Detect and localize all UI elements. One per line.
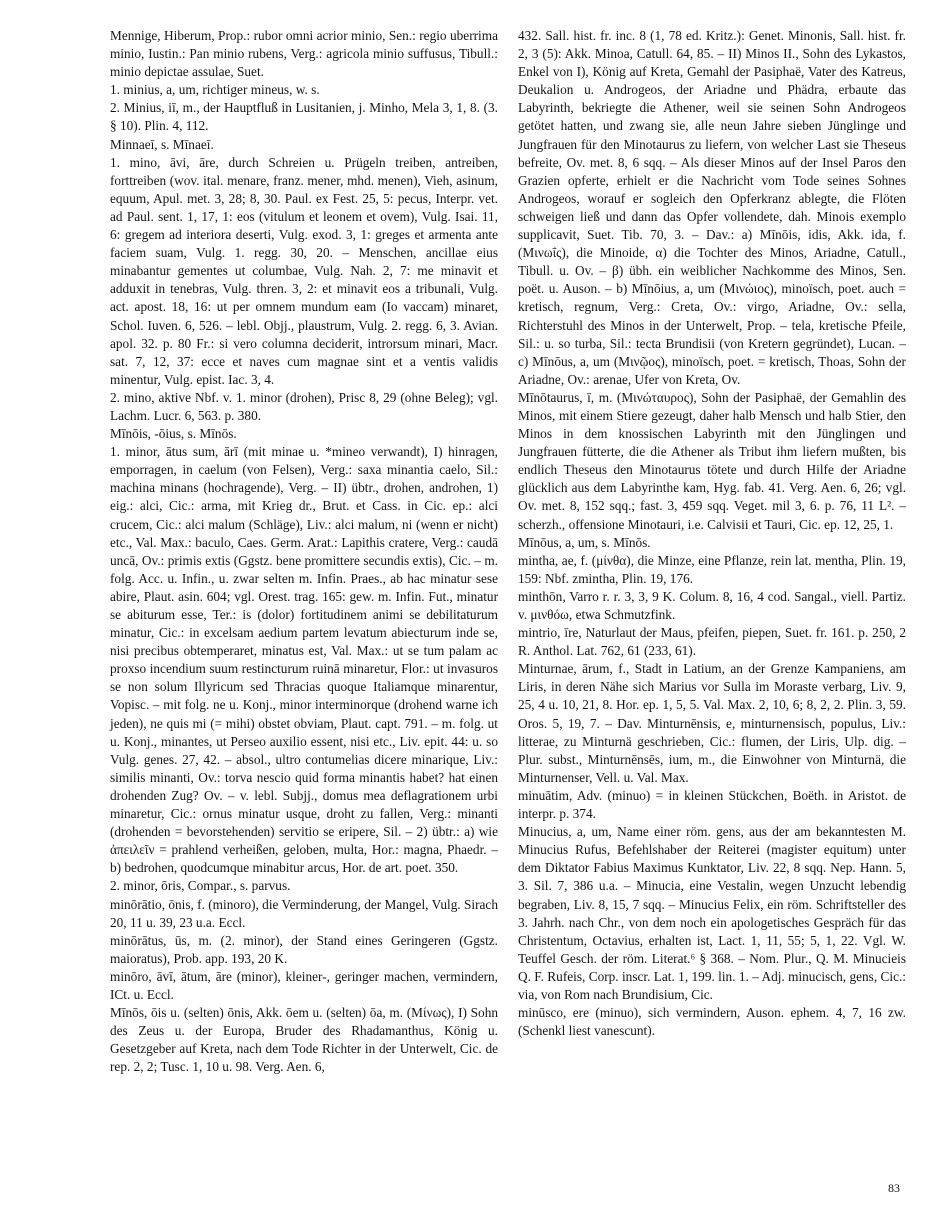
entry-minos: Mīnōs, ōis u. (selten) ōnis, Akk. ōem u. (selten) ōa, m. (Μίνως), I) Sohn des Zeus u. der Europa, Bruder des Rhadamanthus, König u. Gesetzgeber auf Kreta, nach dem Tode Richter in der Unterwelt, Cic. de rep. 2, 2; Tusc. 1, 10 u. 98. Verg. Aen. 6, (110, 1005, 498, 1075)
entry-minius-2: 2. Minius, iī, m., der Hauptfluß in Lusitanien, j. Minho, Mela 3, 1, 8. (3. § 10). Plin. 4, 112. (110, 100, 498, 134)
entry-minucius: Minucius, a, um, Name einer röm. gens, aus der am bekanntesten M. Minucius Rufus, Befehlshaber der Reiterei (magister equitum) unter dem Diktator Fabius Maximus Kunktator, Liv. 22, 8 sqq. Nep. Hann. 5, 3. Sil. 7, 386 u.a. – Minucia, eine Vestalin, wegen Unzucht lebendig begraben, Liv. 8, 15, 7 sqq. – Minucius Felix, ein röm. Schriftsteller des 3. Jahrh. nach Chr., von dem noch ein apologetisches Gespräch für das Christentum, Octavius, erhalten ist, Lact. 1, 11, 55; 5, 1, 22. Vgl. W. Teuffel Gesch. der röm. Literat.⁶ § 368. – Nom. Plur., Q. M. Minucieis Q. F. Rufeis, Corp. inscr. Lat. 1, 199. lin. 1. – Adj. minucisch, gens, Cic.: via, von Rom nach Brundisium, Cic. (518, 824, 906, 1002)
entry-mino-2: 2. mino, aktive Nbf. v. 1. minor (drohen), Prisc 8, 29 (ohne Beleg); vgl. Lachm. Lucr. 6, 563. p. 380. (110, 389, 498, 423)
entry-mino-1: 1. mino, āvi, āre, durch Schreien u. Prügeln treiben, antreiben, forttreiben (wov. ital. menare, franz. mener, mhd. menen), Vieh, asinum, equum, Apul. met. 3, 28; 8, 30. Paul. ex Fest. 25, 5: pecus, Interpr. vet. ad Paul. sent. 1, 17, 1: eos (vitulum et leonem et ovem), Vulg. Isai. 11, 6: gregem ad interiora deserti, Vulg. exod. 3, 1: greges et armenta ante faciem suam, Vulg. 1. regg. 30, 20. – Menschen, ancillae eius minabantur gementes ut columbae, Vulg. Nah. 2, 7: me minavit et adduxit in tenebras, Vulg. thren. 3, 2: et minavit eos a tribunali, Vulg. act. apost. 18, 16: ut per omnem mundum eam (Io vaccam) minaret, Schol. Iuven. 6, 526. – lebl. Objj., plaustrum, Vulg. 2. regg. 6, 3. Avian. apol. 32. p. 80 Fr.: si vero columna deciderit, introrsum minari, Macr. sat. 7, 12, 37: ecce et naves cum magnae sint et a ventis validis minentur, Vulg. epist. Iac. 3, 4. (110, 154, 498, 387)
entry-minous: Mīnōus, a, um, s. Mīnōs. (518, 534, 651, 550)
entry-mennige-cont: Mennige, Hiberum, Prop.: rubor omni acrior minio, Sen.: regio uberrima minio, Iustin.: Pan minio rubens, Verg.: agricola minio suffusus, Tibull.: minio depictae assulae, Suet. (110, 28, 498, 80)
entry-mintrio: mintrio, īre, Naturlaut der Maus, pfeifen, piepen, Suet. fr. 161. p. 250, 2 R. Anthol. Lat. 762, 61 (233, 61). (518, 625, 906, 659)
left-column (110, 27, 498, 1076)
entry-minois: Mīnōis, -ōius, s. Mīnōs. (110, 426, 237, 442)
entry-minotaurus: Mīnōtaurus, ī, m. (Μινώταυρος), Sohn der Pasiphaë, der Gemahlin des Minos, mit einem Stiere gezeugt, daher halb Mensch und halb Stier, den Minos in dem knossischen Labyrinth mit den Jünglingen und Jungfrauen fütterte, die die Athener als Tribut ihm liefern mußten, bis endlich Theseus den Minotaurus tötete und durch Hilfe der Ariadne glücklich aus dem Labyrinthe kam, Hyg. fab. 41. Verg. Aen. 6, 26; vgl. Ov. met. 8, 152 sqq.; fast. 3, 459 sqq. Veget. mil 3, 6. p. 76, 11 L². – scherzh., offensione Minotauri, i.e. Calvisii et Tauri, Cic. ep. 12, 25, 1. (518, 389, 906, 532)
page-number: 83 (888, 1181, 900, 1195)
entry-minnaei: Minnaeī, s. Mīnaeī. (110, 136, 214, 152)
entry-minoratus: minōrātus, ūs, m. (2. minor), der Stand eines Geringeren (Ggstz. maioratus), Prob. app. 193, 20 K. (110, 932, 498, 966)
entry-minos-cont: 432. Sall. hist. fr. inc. 8 (1, 78 ed. Kritz.): Genet. Minonis, Sall. hist. fr. 2, 3 (5): Akk. Minoa, Catull. 64, 85. – II) Minos II., Sohn des Lykastos, Enkel von I), König auf Kreta, Gemahl der Pasiphaë, Vater des Katreus, Deukalion u. Androgeos, der Ariadne und Phädra, erbaute das Labyrinth, bekriegte die Athener, weil sie seinen Sohn Androgeos getötet hatten, und zwang sie, alle neun Jahre sieben Jünglinge und Jungfrauen für den Minotaurus zu liefern, von welcher Last sie Theseus befreite, Ov. met. 8, 6 sqq. – Als dieser Minos auf der Insel Paros den Grazien opferte, erhielt er die Nachricht vom Tode seines Sohnes Androgeos, worauf er sogleich den Opferkranz ablegte, die Flöten schweigen ließ und dann das Opfer vollendete, dah. Minois exemplo supplicavit, Suet. Tib. 70, 3. – Dav.: a) Mīnōis, idis, Akk. ida, f. (Μινωΐς), die Minoide, α) die Tochter des Minos, Ariadne, Catull., Tibull. u. Ov. – β) übh. ein weiblicher Nachkomme des Minos, Sen. poët. u. Auson. – b) Mīnōius, a, um (Μινώιος), minoïsch, poet. auch = kretisch, regnum, Verg.: Creta, Ov.: virgo, Ariadne, Ov.: sella, Richterstuhl des Minos in der Unterwelt, Prop. – tela, kretische Pfeile, Sil.: u. so turba, Sil.: tecta Brundisii (von Kretern gegründet), Lucan. – c) Mīnōus, a, um (Μινῷος), minoïsch, poet. = kretisch, Thoas, Sohn der Ariadne, Ov.: arenae, Ufer von Kreta, Ov. (518, 28, 906, 387)
entry-minoratio: minōrātio, ōnis, f. (minoro), die Verminderung, der Mangel, Vulg. Sirach 20, 11 u. 39, 23 u.a. Eccl. (110, 896, 498, 930)
entry-minius-1: 1. minius, a, um, richtiger mineus, w. s. (110, 82, 320, 98)
right-column (518, 27, 906, 1040)
entry-minoro: minōro, āvī, ātum, āre (minor), kleiner-, geringer machen, vermindern, ICt. u. Eccl. (110, 968, 498, 1002)
entry-minor-1: 1. minor, ātus sum, ārī (mit minae u. *mineo verwandt), I) hinragen, emporragen, in caelum (von Felsen), Verg.: saxa minantia caelo, Sil.: machina minans (hochragende), Verg. – II) übtr., drohen, androhen, 1) eig.: alci, Cic.: arma, mit Krieg dr., Brut. et Cass. in Cic. ep.: alci crucem, Cic.: alci malum (Schläge), Liv.: alci malum, ni (wenn er nicht) etc., Val. Max.: baculo, Caes. Germ. Arat.: Lapithis cratere, Verg.: caudā uncā, Ov.: primis extis (Ggstz. bene promittere secundis extis), Cic. – m. folg. Acc. u. Infin., u. zwar selten m. Infin. Praes., ab hac minatur sese abire, Plaut. asin. 604; vgl. Orest. trag. 165: gew. m. Infin. Fut., minatur se abiturum esse, Ter.: is (dolor) fortitudinem animi se debilitaturum minatur, Cic.: in excelsam aedium partem levatum abiecturum inde se, nisi precibus obtemperaret, minatus est, Val. Max.: ut se tum palam ac proxso incendium suum restincturum ruinā minaretur, Flor.: ut invasuros se non solum Illyricum sed Thracias quoque Italiamque minarentur, Vopisc. – mit folg. ne u. Konj., minor interminorque (drohend warne ich jeden), ne quis mi (= mihi) obstet obviam, Plaut. capt. 791. – m. folg. ut u. Konj., minantes, ut Perseo auxilio essent, nisi etc., Liv. epit. 44: u. so Vulg. genes. 27, 42. – absol., ultro contumelias dicere minarique, Liv.: similis minanti, Ov.: torva nescio quid forma minantis habet? hat einen drohenden Zug? Ov. – v. lebl. Subjj., domus mea deflagrationem urbi minaretur, Cic.: ornus minatur usque, droht zu fallen, Verg.: minanti (drohenden = bevorstehenden) servitio se eripere, Sil. – 2) übtr.: a) wie ἀπειλεῖν = prahlend verheißen, geloben, multa, Hor.: magna, Phaedr. – b) bedrohen, quodcumque minabitur arcus, Hor. de art. poet. 350. (110, 444, 498, 876)
entry-minor-2: 2. minor, ōris, Compar., s. parvus. (110, 878, 291, 894)
entry-minuatim: minuātim, Adv. (minuo) = in kleinen Stückchen, Boëth. in Aristot. de interpr. p. 374. (518, 787, 906, 822)
entry-minturnae: Minturnae, ārum, f., Stadt in Latium, an der Grenze Kampaniens, am Liris, in deren Nähe sich Marius vor Sulla im Moraste verbarg, Liv. 9, 25, 4 u. 10, 21, 8. Hor. ep. 1, 5, 5. Val. Max. 2, 10, 6; 8, 2, 2. Plin. 3, 59. Oros. 5, 19, 7. – Dav. Minturnēnsis, e, minturnensisch, populus, Liv.: litterae, zu Minturnä geschrieben, Cic.: flumen, der Liris, Ulp. dig. – Plur. subst., Minturnēnsēs, ium, m., die Einwohner von Minturnä, die Minturnenser, Vell. u. Val. Max. (518, 661, 906, 785)
entry-mintha: mintha, ae, f. (μίνθα), die Minze, eine Pflanze, rein lat. mentha, Plin. 19, 159: Nbf. zmintha, Plin. 19, 176. (518, 552, 906, 586)
entry-minthon: minthōn, Varro r. r. 3, 3, 9 K. Colum. 8, 16, 4 cod. Sangal., viell. Partiz. v. μινθόω, etwa Schmutzfink. (518, 588, 906, 622)
entry-minusco: minūsco, ere (minuo), sich vermindern, Auson. ephem. 4, 7, 16 zw. (Schenkl liest vanescunt). (518, 1005, 906, 1039)
